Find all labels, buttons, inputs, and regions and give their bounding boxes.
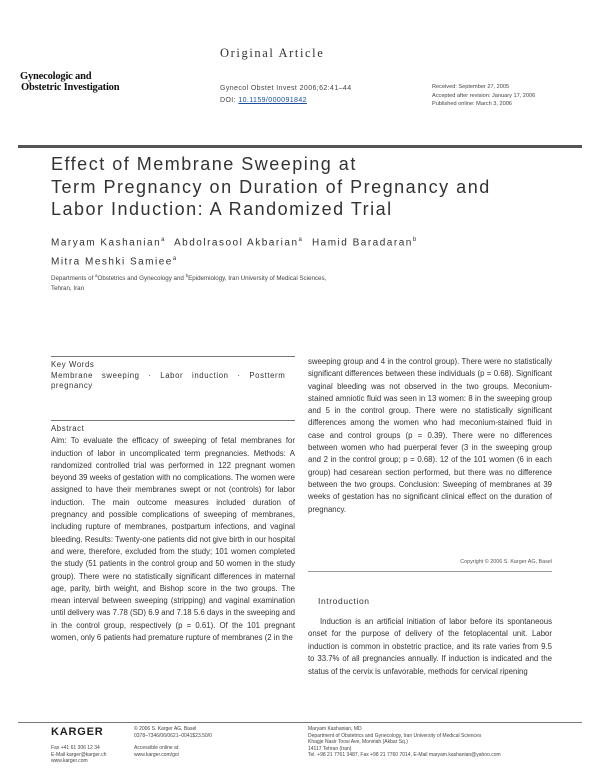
abstract-text-left: Aim: To evaluate the efficacy of sweeping of fetal membranes for induction of labor in uncomplicated term pregnancies. Methods: A randomized controlled trial was performed in 122 pregnant women beyond 39 weeks of gestation with no complications. The women were assigned to have their membranes swept or not (controls) for labor induction. The main outcome measures included duration of pregnancy and possible complications of sweeping of membranes, including rupture of membranes, postpartum infections, and vaginal bleeding. Results: Twenty-one patients did not give birth in our hospital and were, therefore, excluded from the study; 101 women completed the study (51 patients in the control group and 50 women in the study group). There were no statistically significant differences in maternal age, parity, birth weight, and Bishop score in the two groups. The mean interval between sweeping (stripping) and vaginal examination until delivery was 7.78 (SD) 6.9 and 7.18 5.6 days in the sweeping and in the control group, respectively (p = 0.61). Of the 101 pregnant women, only 6 patients had premature rupture of membranes (2 in the	[51, 436, 295, 643]
publisher-fax: Fax +41 61 306 12 34	[51, 745, 100, 751]
affiliation: Departments of $^a$Obstetrics and Gynecology and $^b$Epidemiology, Iran University of Medical Sciences, Tehran, Iran	[51, 271, 431, 294]
title-line-3: Labor Induction: A Randomized Trial	[51, 199, 393, 219]
copyright-divider	[308, 571, 552, 572]
doi	[220, 95, 352, 107]
journal-logo	[20, 71, 119, 93]
abstract-text-right: sweeping group and 4 in the control group). There were no statistically significant differences between these individuals (p = 0.68). Significant vaginal bleeding was not observed in the two groups. Meconium-stained amniotic fluid was seen in 13 women: 8 in the sweeping group and 5 in the control group. There were no statistically significant differences among the women who had meconium-stained fluid in case and control groups (p = 0.39). There were no differences between women who had puerperal fever (3 in the sweeping group and 2 in the control group; p = 0.68). 12 of the 101 women (6 in each group) had cesarean section performed, but there was no difference between the two groups. Conclusion: Sweeping of membranes at 39 weeks of gestation has no significant clinical effect on the duration of pregnancy.	[308, 357, 552, 514]
author-affiliation-mark: b	[412, 237, 418, 243]
footer-divider	[18, 722, 582, 723]
publication-dates	[432, 83, 535, 109]
publisher-email: E-Mail karger@karger.ch	[51, 751, 107, 758]
doi-link[interactable]: 10.1159/000091842	[238, 97, 307, 104]
correspondence-address: Maryam Kashanian, MD Department of Obstetrics and Gynecology, Iran University of Medical Sciences Khagje Nasir Toosi Ave, Moniriah (Akbar Sq.) 14117 Tehran (Iran) Tel. +98 21 7761 3487, Fax +98 21 7760 7014, E-Mail maryam.kashanian@yahoo.com	[308, 726, 588, 759]
doi-label: DOI:	[220, 97, 239, 104]
author-affiliation-mark: a	[298, 237, 304, 243]
abstract-divider	[51, 420, 295, 421]
keywords-list-cont: pregnancy	[51, 381, 93, 390]
keywords-divider	[51, 356, 295, 357]
received-date: Received: September 27, 2005	[432, 84, 510, 90]
accepted-date: Accepted after revision: January 17, 2006	[432, 92, 536, 99]
affiliation-city: Tehran, Iran	[51, 285, 85, 293]
author-name: Hamid Baradaran	[311, 237, 413, 249]
title-line-1: Effect of Membrane Sweeping at	[51, 154, 357, 174]
article-type: Original Article	[220, 46, 325, 60]
introduction-heading: Introduction	[318, 596, 370, 606]
publisher-contact	[51, 745, 106, 765]
article-title	[51, 153, 571, 221]
citation-block	[220, 83, 352, 107]
journal-name-line2: Obstetric Investigation	[21, 82, 120, 93]
author-name: Mitra Meshki Samiee	[51, 256, 173, 268]
publisher-copyright: © 2006 S. Karger AG, Basel 0378–7346/06/0621–0041$23.50/0	[134, 726, 212, 739]
keywords-section	[51, 360, 295, 392]
header-divider	[18, 145, 582, 148]
author-affiliation-mark: a	[172, 256, 178, 263]
author-list	[51, 232, 431, 271]
publisher-web: www.karger.com	[51, 758, 88, 764]
introduction-text: Induction is an artificial initiation of labor before its spontaneous onset for the purpose of delivery of the fetoplacental unit. Labor induction is common in obstetric practice, and its rate varies from 9.5 to 33.7% of all pregnancies annually. If induction is indicated and the status of the cervix is unfavorable, methods for cervical ripening	[308, 617, 552, 676]
abstract-copyright: Copyright © 2006 S. Karger AG, Basel	[460, 559, 552, 565]
corr-name: Maryam Kashanian, MD	[308, 726, 362, 732]
author-affiliation-mark: a	[161, 237, 166, 243]
abstract-section	[51, 423, 295, 644]
author-name: Maryam Kashanian	[51, 237, 162, 249]
corr-contact: Tel. +98 21 7761 3487, Fax +98 21 7760 7014, E-Mail maryam.kashanian@yahoo.com	[308, 752, 501, 758]
journal-name-line1: Gynecologic and	[20, 71, 92, 82]
published-date: Published online: March 3, 2006	[432, 101, 512, 107]
issn: 0378–7346/06/0621–0041$23.50/0	[134, 732, 212, 739]
keywords-list: Membrane sweeping · Labor induction · Postterm	[51, 370, 286, 380]
title-line-2: Term Pregnancy on Duration of Pregnancy and	[51, 176, 491, 197]
abstract-heading: Abstract	[51, 424, 85, 433]
author-name: Abdolrasool Akbarian	[174, 237, 299, 249]
access-url[interactable]: www.karger.com/goi	[134, 751, 179, 758]
online-access: Accessible online at: www.karger.com/goi	[134, 745, 180, 758]
citation: Gynecol Obstet Invest 2006;62:41–44	[220, 85, 352, 92]
publisher-logo: KARGER	[51, 726, 104, 738]
keywords-heading: Key Words	[51, 360, 95, 369]
